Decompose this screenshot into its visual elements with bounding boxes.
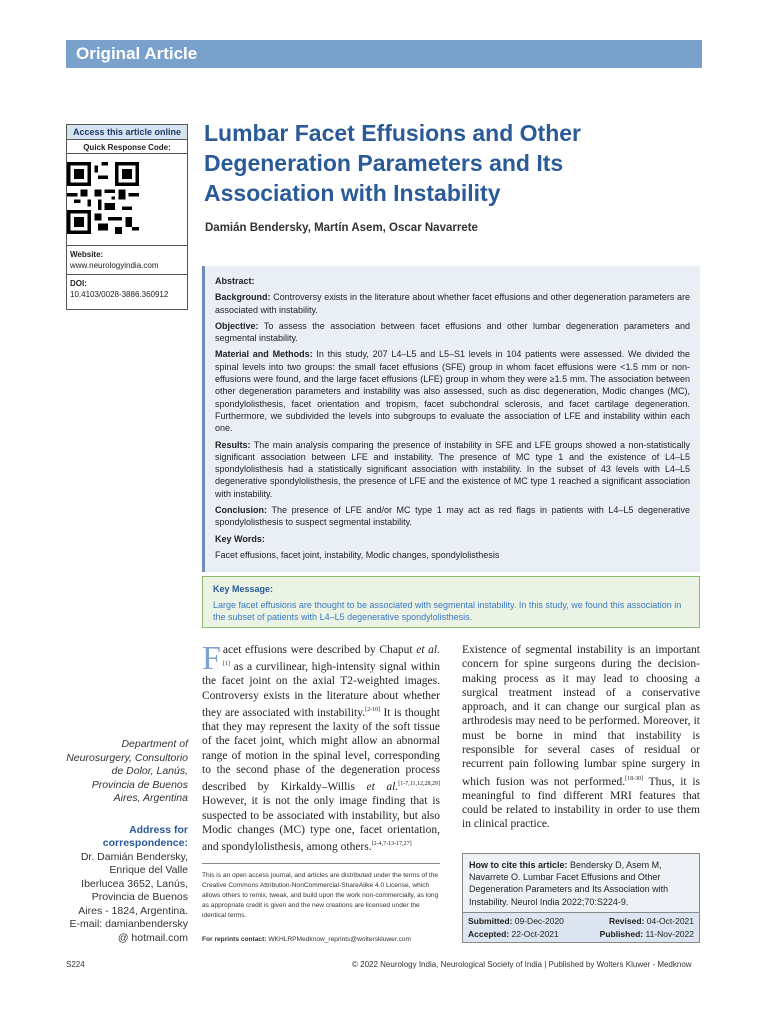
accepted-date: Accepted: 22-Oct-2021 bbox=[468, 929, 559, 939]
article-type-label: Original Article bbox=[76, 44, 198, 63]
abstract-background: Background: Controversy exists in the literature about whether facet effusions and other degeneration parameters are associated with instability. bbox=[215, 292, 690, 315]
abstract-objective: Objective: To assess the association between facet effusions and other lumbar degeneration parameters and segmental instability. bbox=[215, 320, 691, 344]
citation-ref[interactable]: [2-10] bbox=[365, 707, 381, 714]
author-list: Damián Bendersky, Martín Asem, Oscar Navarrete bbox=[205, 222, 478, 234]
citation-ref[interactable]: [2-4,7-13-17,27] bbox=[371, 841, 412, 848]
citation-ref[interactable]: [1] bbox=[222, 661, 230, 668]
website-row bbox=[67, 245, 187, 274]
abstract-conclusion: Conclusion: The presence of LFE and/or MC type 1 may act as red flags in patients with L4–L5 degenerative spondylolisthesis to suspect segmental instability. bbox=[215, 505, 690, 528]
reprints-contact: For reprints contact: WKHLRPMedknow_reprints@wolterskluwer.com bbox=[202, 936, 411, 943]
key-message-heading: Key Message: bbox=[213, 584, 274, 594]
key-message-box bbox=[202, 576, 700, 628]
article-type-banner bbox=[66, 40, 702, 68]
article-dates bbox=[462, 912, 700, 943]
page-number: S224 bbox=[66, 960, 85, 969]
open-access-notice: This is an open access journal, and articles are distributed under the terms of the Creative Commons Attribution-NonCommercial-ShareAlike 4.0 License, which allows others to remix, tweak, and build upon the work non-commercially, as long as appropriate credit is given and the new creations are licensed under the identical terms. bbox=[202, 872, 439, 919]
article-title: Lumbar Facet Effusions and Other Degeneration Parameters and Its Association with Instability bbox=[204, 120, 581, 206]
key-message-text: Large facet effusions are thought to be associated with segmental instability. In this study, we found this association in the subset of patients with L4–L5 degenerative spondylolisthesis. bbox=[213, 600, 682, 622]
qr-label: Quick Response Code: bbox=[67, 140, 187, 154]
website-link[interactable]: www.neurologyindia.com bbox=[70, 261, 159, 270]
copyright-footer: © 2022 Neurology India, Neurological Society of India | Published by Wolters Kluwer - Medknow bbox=[352, 960, 692, 969]
correspondence-address: Dr. Damián Bendersky, Enrique del Valle Iberlucea 3652, Lanús, Provincia de Buenos Aires - 1824, Argentina. E-mail: damianbendersky @ hotmail.com bbox=[69, 850, 188, 944]
abstract-keywords-heading: Key Words: bbox=[215, 533, 265, 544]
footnote-divider bbox=[202, 863, 440, 864]
doi-row bbox=[67, 274, 187, 303]
published-date: Published: 11-Nov-2022 bbox=[599, 929, 694, 939]
doi-value[interactable]: 10.4103/0028-3886.360912 bbox=[70, 290, 169, 299]
citation-ref[interactable]: [1-7,11,12,28,29] bbox=[398, 781, 440, 788]
correspondence-heading: Address for correspondence: bbox=[102, 823, 188, 849]
abstract-box bbox=[202, 266, 700, 572]
cite-text: Bendersky D, Asem M, Navarrete O. Lumbar Facet Effusions and Other Degeneration Parameters and Its Association with Instability. Neurol India 2022;70:S224-9. bbox=[469, 860, 669, 907]
abstract-keywords: Facet effusions, facet joint, instability, Modic changes, spondylolisthesis bbox=[215, 549, 500, 560]
abstract-results: Results: The main analysis comparing the presence of instability in SFE and LFE groups showed a non-statistically significant association between LFE and instability. The presence of MC type 1 and the existence of L4–L5 spondylolisthesis had a statistically significant association with instability. In the subset of 43 levels with L4–L5 degenerative spondylolisthesis, the presence of LFE and the existence of MC type 1 reached a significant association with instability. bbox=[215, 439, 690, 499]
access-header: Access this article online bbox=[67, 125, 187, 140]
cite-label: How to cite this article: bbox=[469, 860, 568, 870]
access-online-box bbox=[66, 124, 188, 310]
drop-cap: F bbox=[202, 640, 221, 677]
reprints-email[interactable]: WKHLRPMedknow_reprints@wolterskluwer.com bbox=[268, 936, 411, 943]
qr-code-icon[interactable] bbox=[67, 162, 139, 234]
doi-label: DOI: bbox=[70, 279, 87, 288]
author-affiliation bbox=[66, 738, 188, 945]
website-label: Website: bbox=[70, 250, 104, 259]
revised-date: Revised: 04-Oct-2021 bbox=[608, 916, 694, 926]
body-column-2: Existence of segmental instability is an important concern for spine surgeons during the decision-making process as it may lead to choosing a surgical treatment instead of a conservative approach, and it can change our surgical plan as arthrodesis may need to be performed. Moreover, it must be borne in mind that instability is responsible for several cases of residual or recurrent pain following lumbar spine surgery in which fusion was not performed.[18-30] Thus, it is meaningful to find different MRI features that could be related to instability in order to use them in clinical practice. bbox=[462, 644, 701, 831]
abstract-heading: Abstract: bbox=[215, 276, 255, 286]
submitted-date: Submitted: 09-Dec-2020 bbox=[468, 916, 564, 926]
citation-ref[interactable]: [18-30] bbox=[625, 775, 644, 782]
abstract-methods: Material and Methods: In this study, 207 L4–L5 and L5–S1 levels in 104 patients were assessed. We divided the spinal levels into two groups: the small facet effusions (SFE) group in whom facet effusions were <1.5 mm or non-effusions were found, and the large facet effusions (LFE) group in whom they were ≥1.5 mm. The association between other degeneration parameters and instability was also assessed, such as disc degeneration, Modic changes (MC), spondylolisthesis, facet orientation and tropism, facet subchondral sclerosis, and facet cartilage degeneration. Furthermore, we subdivided the levels into subgroups to evaluate the association of LFE and instability within each one. bbox=[215, 349, 690, 434]
body-column-1: Facet effusions were described by Chaput et al.[1] as a curvilinear, high-intensity signal within the facet joint on the axial T2-weighted images. Controversy exists in the literature about whether they are associated with instability.[2-10] It is thought that they may represent the laxity of the soft tissue of the facet joint, which might allow an abnormal range of motion in the spinal level, corresponding to the second phase of the degeneration process described by Kirkaldy–Willis et al.[1-7,11,12,28,29] However, it is not the only image finding that is suspected to be associated with instability, but also Modic changes (MC) type one, facet orientation, and spondylolisthesis, among others.[2-4,7-13-17,27] bbox=[202, 640, 440, 854]
department: Department of Neurosurgery, Consultorio de Dolor, Lanús, Provincia de Buenos Aires, Argentina bbox=[66, 738, 188, 804]
